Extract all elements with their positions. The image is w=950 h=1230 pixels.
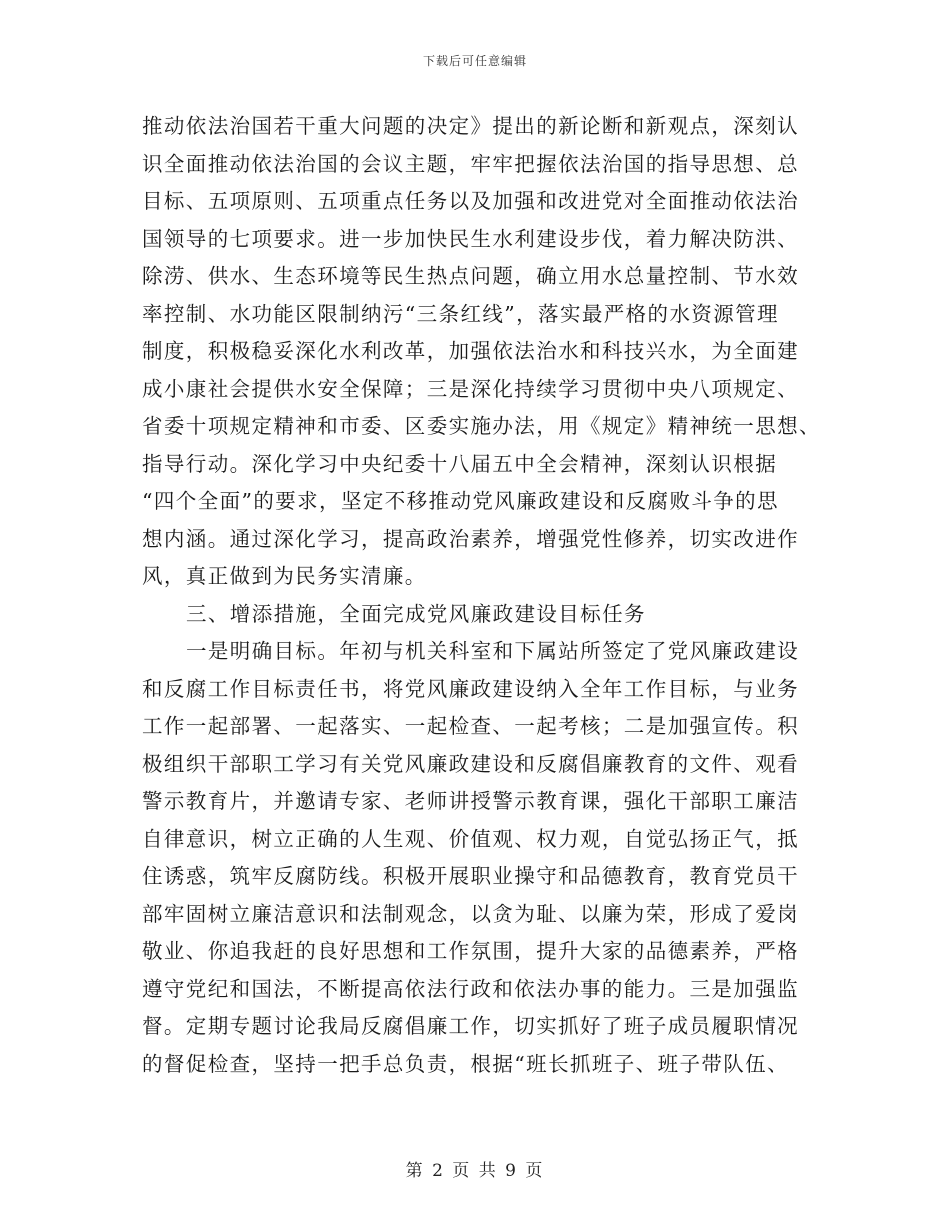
section-heading: 三、增添措施，全面完成党风廉政建设目标任务 (186, 601, 646, 626)
text-line: 敬业、你追我赶的良好思想和工作氛围，提升大家的品德素养，严格 (142, 939, 799, 963)
text-line: 工作一起部署、一起落实、一起检查、一起考核；二是加强宣传。积 (142, 714, 799, 738)
document-body (142, 108, 821, 1083)
text-line: 督。定期专题讨论我局反腐倡廉工作，切实抓好了班子成员履职情况 (142, 1014, 799, 1038)
paragraph-first-line: 一是明确目标。年初与机关科室和下属站所签定了党风廉政建设 (186, 639, 800, 663)
text-line: 推动依法治国若干重大问题的决定》提出的新论断和新观点，深刻认 (142, 114, 799, 138)
text-line: 目标、五项原则、五项重点任务以及加强和改进党对全面推动依法治 (142, 189, 799, 213)
text-line: 部牢固树立廉洁意识和法制观念，以贪为耻、以廉为荣，形成了爱岗 (142, 901, 799, 926)
text-line: 住诱惑，筑牢反腐防线。积极开展职业操守和品德教育，教育党员干 (142, 864, 799, 888)
text-line: 风，真正做到为民务实清廉。 (142, 564, 427, 588)
text-line: 国领导的七项要求。进一步加快民生水利建设步伐，着力解决防洪、 (142, 226, 799, 251)
text-line: 制度，积极稳妥深化水利改革，加强依法治水和科技兴水，为全面建 (142, 339, 799, 363)
text-line: 遵守党纪和国法，不断提高依法行政和依法办事的能力。三是加强监 (142, 976, 799, 1001)
text-line: 省委十项规定精神和市委、区委实施办法，用《规定》精神统一思想、 (142, 414, 821, 438)
text-line: 率控制、水功能区限制纳污“三条红线”，落实最严格的水资源管理 (142, 301, 779, 326)
text-line: 识全面推动依法治国的会议主题，牢牢把握依法治国的指导思想、总 (142, 151, 799, 176)
page-number-footer: 第 2 页 共 9 页 (405, 1161, 545, 1181)
text-line: 自律意识，树立正确的人生观、价值观、权力观，自觉弘扬正气，抵 (142, 826, 799, 851)
text-line: 指导行动。深化学习中央纪委十八届五中全会精神，深刻认识根据 (142, 451, 778, 476)
text-line: 极组织干部职工学习有关党风廉政建设和反腐倡廉教育的文件、观看 (142, 751, 799, 776)
text-line: 除涝、供水、生态环境等民生热点问题，确立用水总量控制、节水效 (142, 264, 799, 288)
text-line: “四个全面”的要求，坚定不移推动党风廉政建设和反腐败斗争的思 (142, 489, 779, 513)
text-line: 警示教育片，并邀请专家、老师讲授警示教育课，强化干部职工廉洁 (142, 789, 799, 813)
page-header: 下载后可任意编辑 (422, 54, 527, 68)
text-line: 想内涵。通过深化学习，提高政治素养，增强党性修养，切实改进作 (142, 526, 799, 551)
text-line: 的督促检查，坚持一把手总负责，根据“班长抓班子、班子带队伍、 (142, 1051, 789, 1076)
text-line: 和反腐工作目标责任书，将党风廉政建设纳入全年工作目标，与业务 (142, 676, 799, 701)
text-line: 成小康社会提供水安全保障；三是深化持续学习贯彻中央八项规定、 (142, 376, 799, 401)
